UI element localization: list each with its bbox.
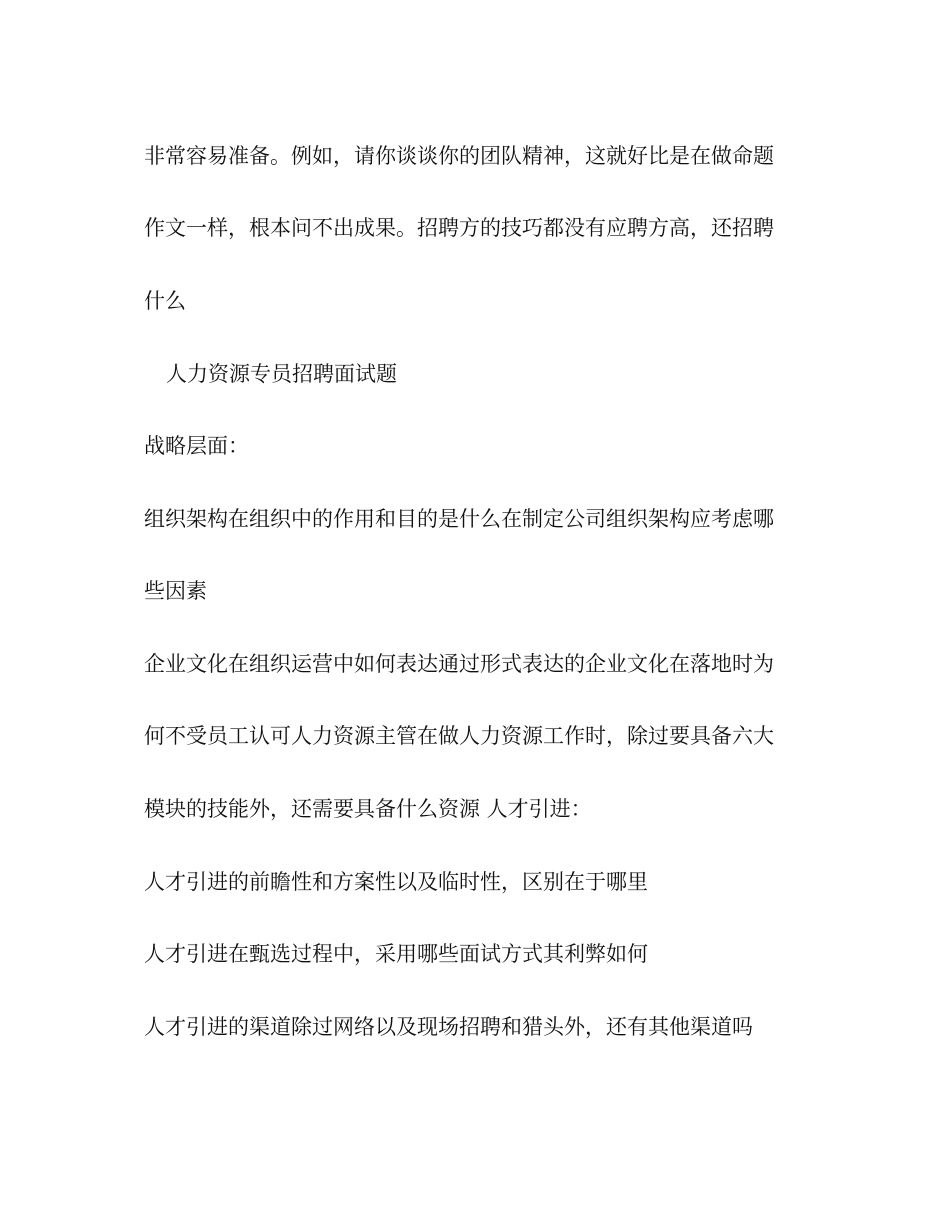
text-line: 非常容易准备。例如，请你谈谈你的团队精神，这就好比是在做命题 [144, 144, 774, 168]
section-heading: 人力资源专员招聘面试题 [166, 362, 397, 386]
text-line: 组织架构在组织中的作用和目的是什么在制定公司组织架构应考虑哪 [144, 507, 774, 531]
text-line: 些因素 [144, 579, 207, 603]
text-line: 企业文化在组织运营中如何表达通过形式表达的企业文化在落地时为 [144, 652, 774, 676]
subsection-heading: 战略层面： [144, 434, 249, 458]
text-line: 人才引进的渠道除过网络以及现场招聘和猎头外，还有其他渠道吗 [144, 1015, 753, 1039]
text-line: 人才引进在甄选过程中，采用哪些面试方式其利弊如何 [144, 942, 648, 966]
text-line: 模块的技能外，还需要具备什么资源 人才引进： [144, 797, 592, 821]
text-line: 人才引进的前瞻性和方案性以及临时性，区别在于哪里 [144, 870, 648, 894]
text-line: 作文一样，根本问不出成果。招聘方的技巧都没有应聘方高，还招聘 [144, 216, 774, 240]
text-line: 什么 [144, 289, 186, 313]
text-line: 何不受员工认可人力资源主管在做人力资源工作时，除过要具备六大 [144, 724, 774, 748]
